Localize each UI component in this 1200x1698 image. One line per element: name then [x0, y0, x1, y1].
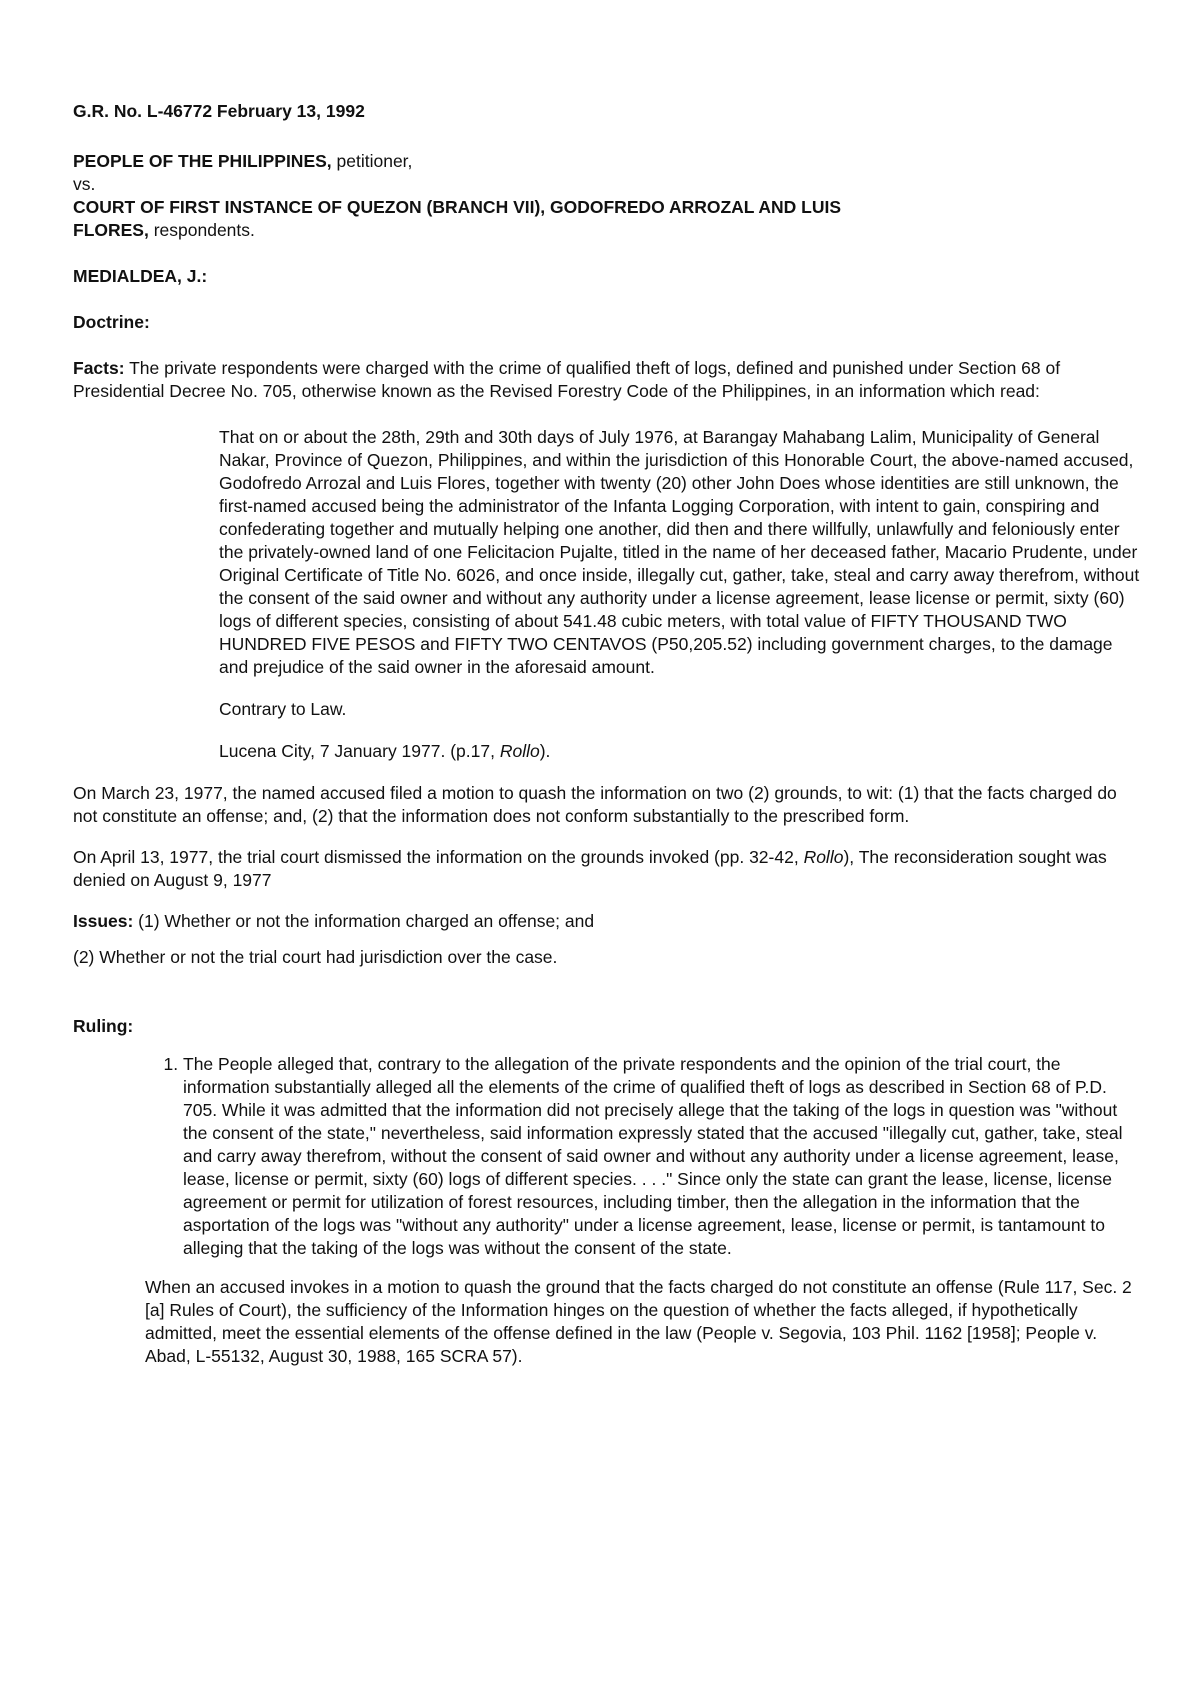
- respondents-role: respondents.: [148, 220, 255, 240]
- issues-first: [73, 910, 1143, 933]
- petitioner-role: petitioner,: [331, 151, 413, 171]
- facts-label: Facts:: [73, 358, 125, 378]
- dismissal-paragraph: [73, 846, 1143, 892]
- respondents-name-cont: FLORES,: [73, 220, 149, 240]
- gr-number-heading: G.R. No. L-46772 February 13, 1992: [73, 101, 365, 121]
- ponente: MEDIALDEA, J.:: [73, 266, 208, 286]
- facts-text: The private respondents were charged with the crime of qualified theft of logs, defined and punished under Section 68 of Presidential Decree No. 705, otherwise known as the Revised Forestry Code of the Philippines, in an information which read:: [73, 358, 1061, 401]
- ruling-item-1: 1. The People alleged that, contrary to the allegation of the private respondents and the opinion of the trial court, the information substantially alleged all the elements of the crime of qualified theft of logs as described in Section 68 of P.D. 705. While it was admitted that the information did not precisely allege that the taking of the logs in question was "without the consent of the state," nevertheless, said information expressly stated that the accused "illegally cut, gather, take, steal and carry away therefrom, without the consent of said owner and without any authority under a license agreement, lease, lease, license or permit, sixty (60) logs of different species. . . ." Since only the state can grant the lease, license, license agreement or permit for utilization of forest resources, including timber, then the allegation in the information that the asportation of the logs was "without any authority" under a license agreement, lease, license or permit, is tantamount to alleging that the taking of the logs was without the consent of the state.: [183, 1053, 1143, 1260]
- facts-paragraph: [73, 357, 1143, 403]
- dismissal-text: On April 13, 1977, the trial court dismissed the information on the grounds invoked (pp. 32-42,: [73, 847, 804, 867]
- place-date-rollo: Rollo: [499, 741, 540, 761]
- document-page: [73, 100, 1143, 1368]
- petitioner-line: [73, 150, 1143, 173]
- motion-paragraph: On March 23, 1977, the named accused filed a motion to quash the information on two (2) grounds, to wit: (1) that the facts charged do not constitute an offense; and, (2) that the information does not conform substantially to the prescribed form.: [73, 783, 1117, 826]
- place-date-end: ).: [539, 741, 551, 761]
- respondents-name-line: COURT OF FIRST INSTANCE OF QUEZON (BRANCH VII), GODOFREDO ARROZAL AND LUIS: [73, 197, 842, 217]
- petitioner-name: PEOPLE OF THE PHILIPPINES,: [73, 151, 332, 171]
- place-date-text: Lucena City, 7 January 1977. (p.17,: [219, 741, 500, 761]
- issue-1-text: (1) Whether or not the information charged an offense; and: [133, 911, 595, 931]
- case-caption: [73, 150, 1143, 242]
- versus-line: vs.: [73, 174, 96, 194]
- information-body: That on or about the 28th, 29th and 30th days of July 1976, at Barangay Mahabang Lalim, Municipality of General Nakar, Province of Quezon, Philippines, and within the jurisdiction of this Honorable Court, the above-named accused, Godofredo Arrozal and Luis Flores, together with twenty (20) other John Does whose identities are still unknown, the first-named accused being the administrator of the Infanta Logging Corporation, with intent to gain, conspiring and confederating together and mutually helping one another, did then and there willfully, unlawfully and feloniously enter the privately-owned land of one Felicitacion Pujalte, titled in the name of her deceased father, Macario Prudente, under Original Certificate of Title No. 6026, and once inside, illegally cut, gather, take, steal and carry away therefrom, without the consent of the said owner and without any authority under a license agreement, lease license or permit, sixty (60) logs of different species, consisting of about 541.48 cubic meters, with total value of FIFTY THOUSAND TWO HUNDRED FIVE PESOS and FIFTY TWO CENTAVOS (P50,205.52) including government charges, to the damage and prejudice of the said owner in the aforesaid amount.: [219, 427, 1140, 677]
- contrary-to-law: Contrary to Law.: [219, 699, 347, 719]
- issues-label: Issues:: [73, 911, 134, 931]
- ruling-paragraph-2: When an accused invokes in a motion to quash the ground that the facts charged do not constitute an offense (Rule 117, Sec. 2 [a] Rules of Court), the sufficiency of the Information hinges on the question of whether the facts alleged, if hypothetically admitted, meet the essential elements of the offense defined in the law (People v. Segovia, 103 Phil. 1162 [1958]; People v. Abad, L-55132, August 30, 1988, 165 SCRA 57).: [145, 1277, 1132, 1366]
- dismissal-end: ), The reconsideration sought was denied on August 9, 1977: [73, 847, 1107, 890]
- ruling-list: [73, 1053, 1143, 1260]
- ruling-label: Ruling:: [73, 1016, 134, 1036]
- place-date: [219, 740, 1143, 763]
- information-quote: [219, 426, 1143, 763]
- issues-second: (2) Whether or not the trial court had jurisdiction over the case.: [73, 947, 558, 967]
- dismissal-rollo: Rollo: [803, 847, 844, 867]
- respondents-line: [73, 219, 1143, 242]
- doctrine-label: Doctrine:: [73, 312, 150, 332]
